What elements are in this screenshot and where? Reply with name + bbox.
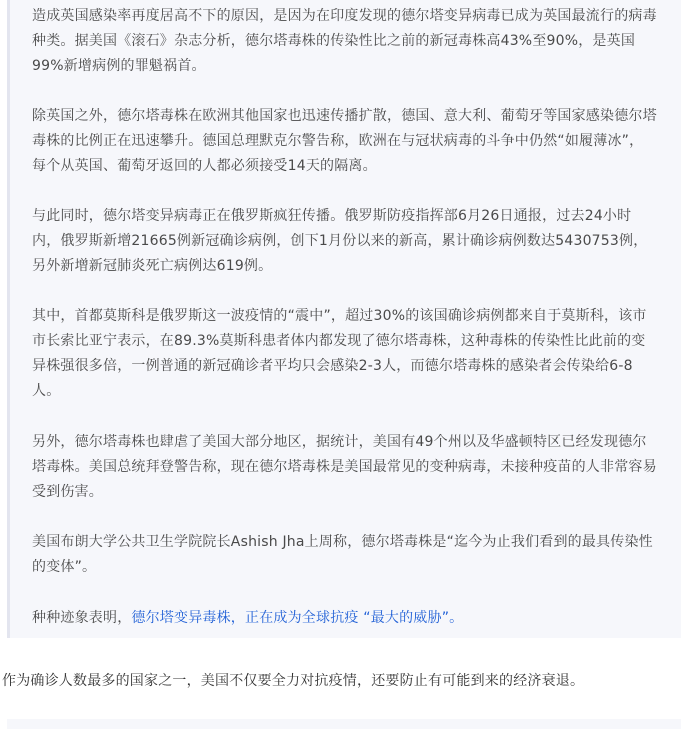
body-paragraph: 作为确诊人数最多的国家之一，美国不仅要全力对抗疫情，还要防止有可能到来的经济衰退。 <box>2 673 585 689</box>
closing-prefix: 种种迹象表明， <box>32 610 132 626</box>
quote-paragraph-6: 美国布朗大学公共卫生学院院长Ashish Jha上周称，德尔塔毒株是“迄今为止我们看到的最具传染性的变体”。 <box>32 534 653 575</box>
quote-paragraph-1: 造成英国感染率再度居高不下的原因，是因为在印度发现的德尔塔变异病毒已成为英国最流行的病毒种类。据美国《滚石》杂志分析，德尔塔毒株的传染性比之前的新冠毒株高43%至90%，是英国99%新增病例的罪魁祸首。 <box>32 8 657 74</box>
quote-paragraph-2: 除英国之外，德尔塔毒株在欧洲其他国家也迅速传播扩散，德国、意大利、葡萄牙等国家感染德尔塔毒株的比例正在迅速攀升。德国总理默克尔警告称，欧洲在与冠状病毒的斗争中仍然“如履薄冰”，每个从英国、葡萄牙返回的人都必须接受14天的隔离。 <box>32 108 657 174</box>
quote-paragraph-3: 与此同时，德尔塔变异病毒正在俄罗斯疯狂传播。俄罗斯防疫指挥部6月26日通报，过去24小时内，俄罗斯新增21665例新冠确诊病例，创下1月份以来的新高，累计确诊病例数达5430753例，另外新增新冠肺炎死亡病例达619例。 <box>32 208 648 274</box>
quote-paragraph-5: 另外，德尔塔毒株也肆虐了美国大部分地区，据统计，美国有49个州以及华盛顿特区已经发现德尔塔毒株。美国总统拜登警告称，现在德尔塔毒株是美国最常见的变种病毒，未接种疫苗的人非常容易受到伤害。 <box>32 434 657 500</box>
quote-block <box>7 0 681 638</box>
next-quote-block <box>7 719 681 729</box>
closing-highlight-text: 德尔塔变异毒株，正在成为全球抗疫 “最大的威胁”。 <box>131 610 464 626</box>
quote-paragraph-4: 其中，首都莫斯科是俄罗斯这一波疫情的“震中”，超过30%的该国确诊病例都来自于莫斯科，该市市长索比亚宁表示，在89.3%莫斯科患者体内都发现了德尔塔毒株，这种毒株的传染性比此前的变异株强很多倍，一例普通的新冠确诊者平均只会感染2-3人，而德尔塔毒株的感染者会传染给6-8人。 <box>32 308 647 399</box>
quote-closing-paragraph <box>32 606 657 631</box>
